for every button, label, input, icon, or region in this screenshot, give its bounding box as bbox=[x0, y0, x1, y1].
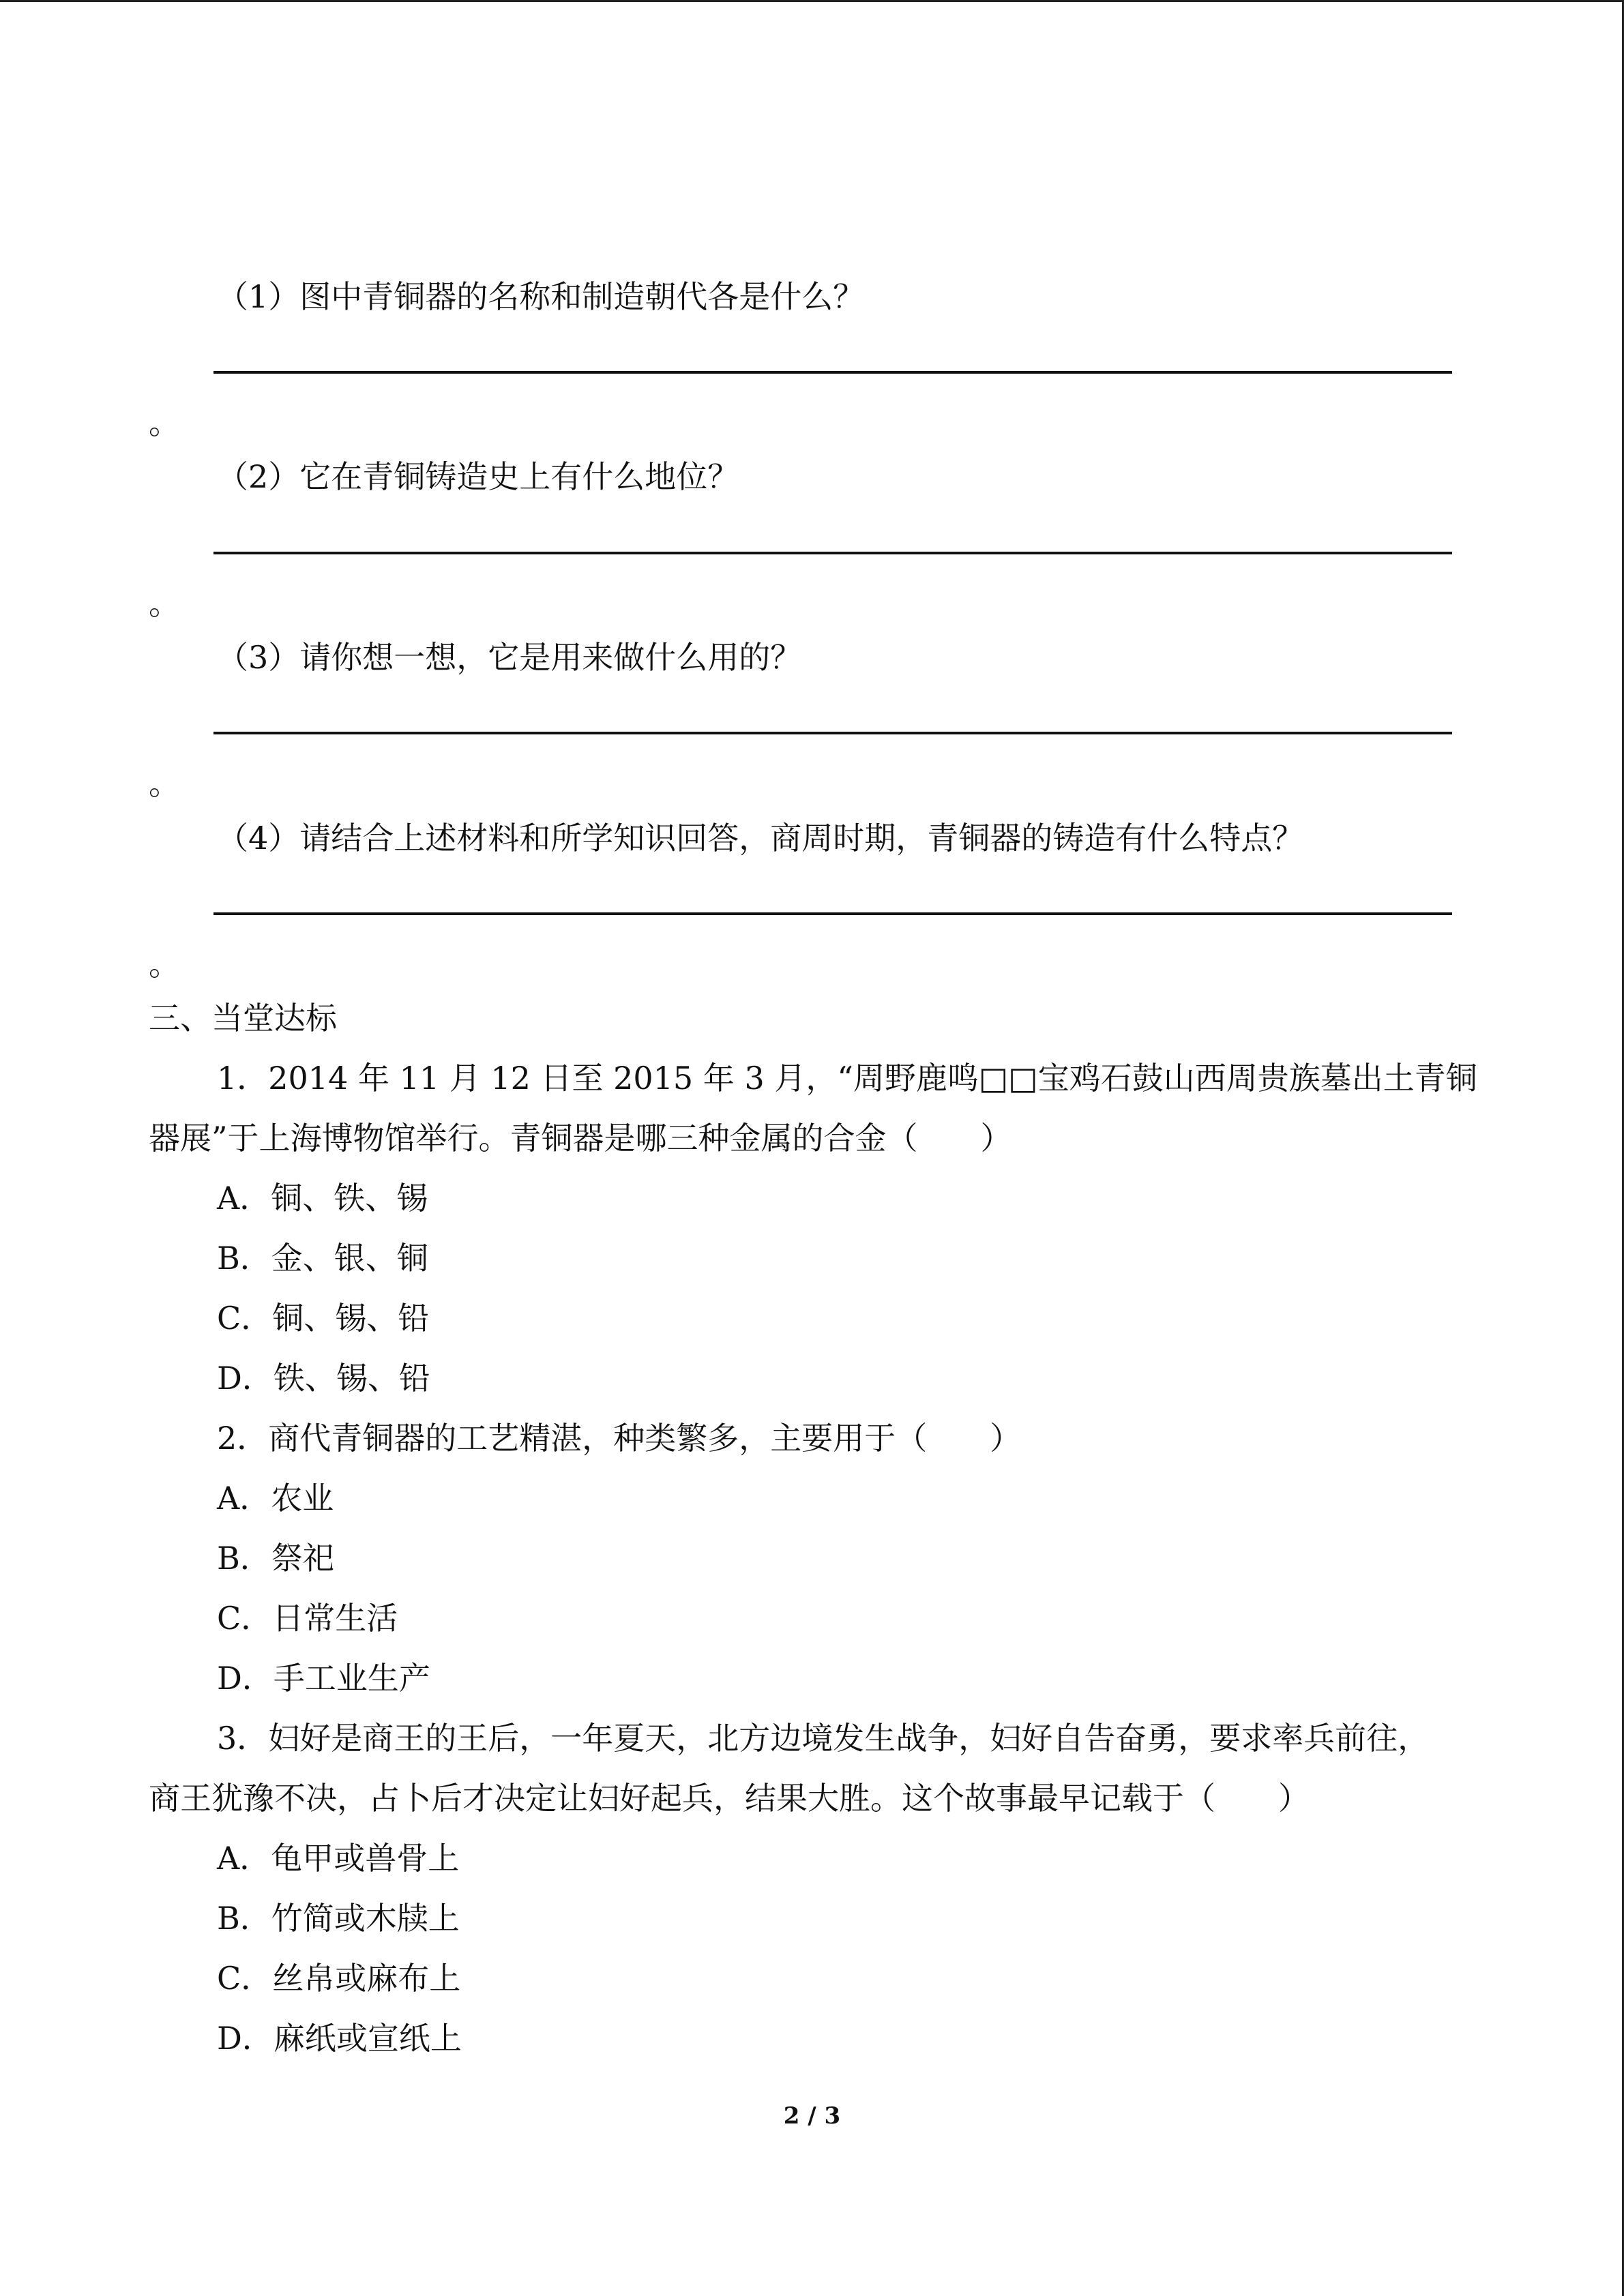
q2-option-c[interactable]: C．日常生活 bbox=[217, 1600, 398, 1637]
question-2-text: （2）它在青铜铸造史上有什么地位？ bbox=[217, 458, 739, 495]
q2-option-d[interactable]: D．手工业生产 bbox=[217, 1660, 430, 1697]
answer-end-mark-3: 。 bbox=[149, 765, 180, 802]
q3-option-a[interactable]: A．龟甲或兽骨上 bbox=[217, 1840, 460, 1877]
answer-end-mark-4: 。 bbox=[149, 946, 180, 983]
q3-text-line1: 3．妇好是商王的王后，一年夏天，北方边境发生战争，妇好自告奋勇，要求率兵前往， bbox=[217, 1720, 1430, 1757]
page-number: 2 / 3 bbox=[783, 2102, 841, 2130]
q1-option-d[interactable]: D．铁、锡、铅 bbox=[217, 1360, 430, 1397]
q3-text-line2: 商王犹豫不决，占卜后才决定让妇好起兵，结果大胜。这个故事最早记载于（ ） bbox=[149, 1780, 1310, 1817]
answer-blank-2[interactable] bbox=[213, 552, 1452, 554]
answer-blank-3[interactable] bbox=[213, 732, 1452, 734]
q3-option-c[interactable]: C．丝帛或麻布上 bbox=[217, 1960, 461, 1997]
q1-text-line1: 1．2014 年 11 月 12 日至 2015 年 3 月，“周野鹿鸣□□宝鸡石鼓山西周贵族墓出土青铜 bbox=[217, 1060, 1477, 1097]
question-4-text: （4）请结合上述材料和所学知识回答，商周时期，青铜器的铸造有什么特点？ bbox=[217, 820, 1304, 856]
q3-option-b[interactable]: B．竹简或木牍上 bbox=[217, 1900, 460, 1937]
answer-blank-4[interactable] bbox=[213, 912, 1452, 915]
q3-option-d[interactable]: D．麻纸或宣纸上 bbox=[217, 2020, 462, 2057]
q2-option-a[interactable]: A．农业 bbox=[217, 1480, 334, 1517]
answer-end-mark-1: 。 bbox=[149, 404, 180, 441]
question-3-text: （3）请你想一想，它是用来做什么用的？ bbox=[217, 639, 802, 676]
q1-text-line2: 器展”于上海博物馆举行。青铜器是哪三种金属的合金（ ） bbox=[149, 1120, 1012, 1157]
answer-blank-1[interactable] bbox=[213, 371, 1452, 374]
section-title: 三、当堂达标 bbox=[149, 1000, 337, 1037]
q1-option-b[interactable]: B．金、银、铜 bbox=[217, 1240, 428, 1277]
question-1-text: （1）图中青铜器的名称和制造朝代各是什么？ bbox=[217, 278, 865, 315]
q2-option-b[interactable]: B．祭祀 bbox=[217, 1540, 334, 1577]
q2-text-line1: 2．商代青铜器的工艺精湛，种类繁多，主要用于（ ） bbox=[217, 1420, 1022, 1457]
q1-option-c[interactable]: C．铜、锡、铅 bbox=[217, 1300, 430, 1337]
q1-option-a[interactable]: A．铜、铁、锡 bbox=[217, 1180, 428, 1217]
answer-end-mark-2: 。 bbox=[149, 585, 180, 622]
